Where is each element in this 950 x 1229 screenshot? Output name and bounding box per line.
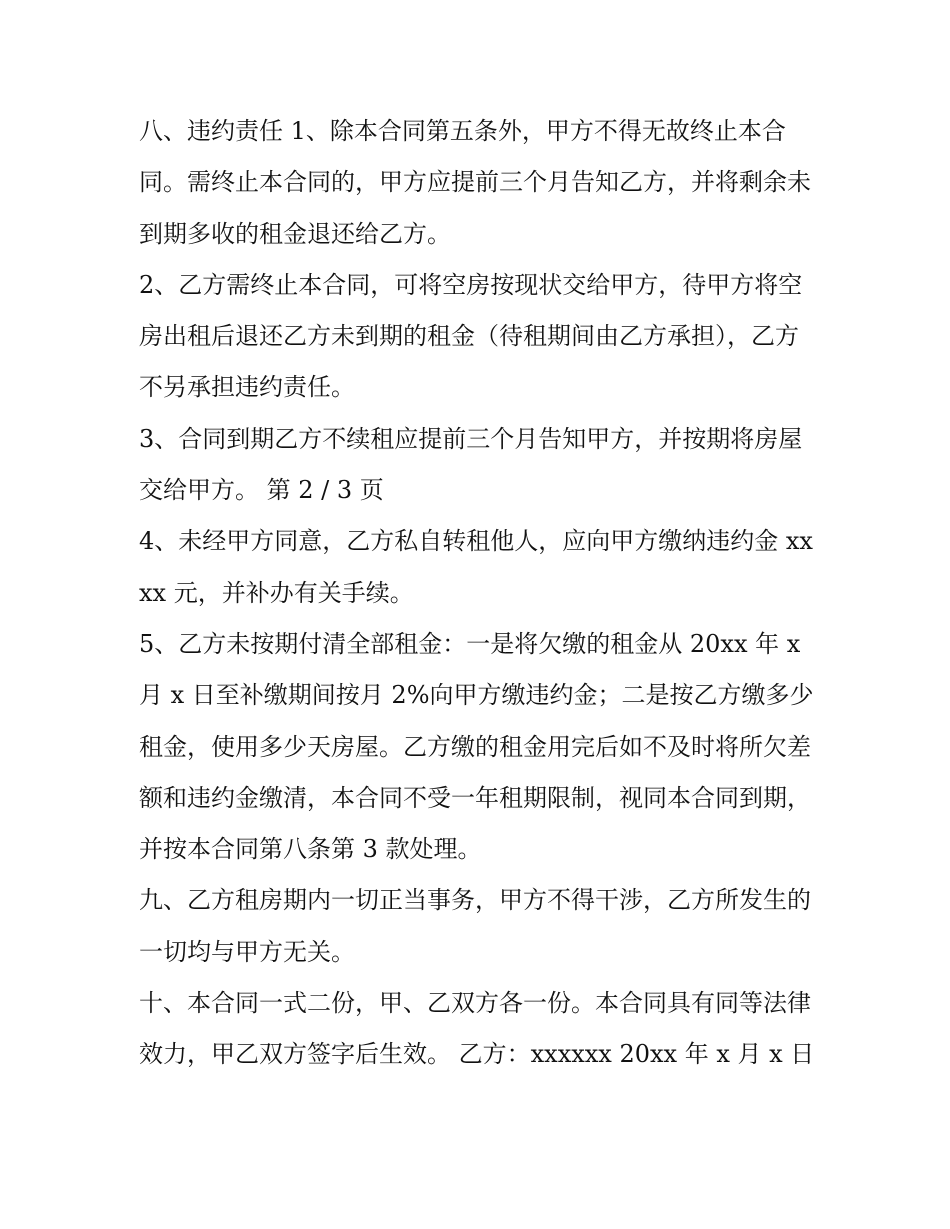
clause-8-item-5: 5、乙方未按期付清全部租金：一是将欠缴的租金从 20xx 年 x 月 x 日至补缴期间按月 2%向甲方缴违约金；二是按乙方缴多少租金，使用多少天房屋。乙方缴的租金用完后如不及时将所欠差额和违约金缴清，本合同不受一年租期限制，视同本合同到期，并按本合同第八条第 3 款处理。: [139, 629, 814, 864]
clause-8-item-4: 4、未经甲方同意，乙方私自转租他人，应向甲方缴纳违约金 xxxx 元，并补办有关手续。: [139, 527, 813, 607]
clause-10-signature: 十、本合同一式二份，甲、乙双方各一份。本合同具有同等法律效力，甲乙双方签字后生效。 乙方：xxxxxx 20xx 年 x 月 x 日: [139, 989, 815, 1069]
clause-8-breach-liability: 八、违约责任 1、除本合同第五条外，甲方不得无故终止本合同。需终止本合同的，甲方应提前三个月告知乙方，并将剩余未到期多收的租金退还给乙方。: [139, 117, 811, 248]
clause-9: 九、乙方租房期内一切正当事务，甲方不得干涉，乙方所发生的一切均与甲方无关。: [139, 886, 811, 966]
clause-8-item-3: 3、合同到期乙方不续租应提前三个月告知甲方，并按期将房屋交给甲方。 第 2 / 3 页: [139, 424, 803, 505]
clause-8-item-2: 2、乙方需终止本合同，可将空房按现状交给甲方，待甲方将空房出租后退还乙方未到期的租金（待租期间由乙方承担），乙方不另承担违约责任。: [139, 270, 803, 402]
document-page: [139, 106, 819, 1081]
